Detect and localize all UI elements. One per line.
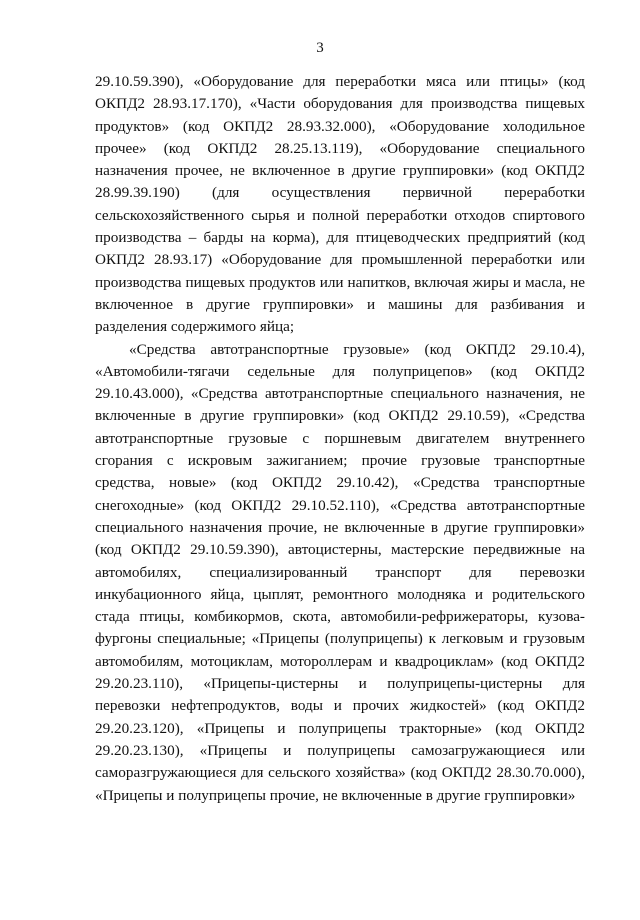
document-body [95,71,585,807]
paragraph-equipment-continuation: 29.10.59.390), «Оборудование для переработки мяса или птицы» (код ОКПД2 28.93.17.170), «Части оборудования для производства пищевых продуктов» (код ОКПД2 28.93.32.000), «Оборудование холодильное прочее» (код ОКПД2 28.25.13.119), «Оборудование специального назначения прочее, не включенное в другие группировки» (код ОКПД2 28.99.39.190) (для осуществления первичной переработки сельскохозяйственного сырья и полной переработки отходов спиртового производства – барды на корма), для птицеводческих предприятий (код ОКПД2 28.93.17) «Оборудование для промышленной переработки или производства пищевых продуктов или напитков, включая жиры и масла, не включенное в другие группировки» и машины для разбивания и разделения содержимого яйца; [95,73,585,336]
page-number: 3 [316,40,324,56]
paragraph-transport-means: «Средства автотранспортные грузовые» (код ОКПД2 29.10.4), «Автомобили-тягачи седельные для полуприцепов» (код ОКПД2 29.10.43.000), «Средства автотранспортные специального назначения, не включенные в другие группировки» (код ОКПД2 29.10.59), «Средства автотранспортные грузовые с поршневым двигателем внутреннего сгорания с искровым зажиганием; прочие грузовые транспортные средства, новые» (код ОКПД2 29.10.42), «Средства транспортные снегоходные» (код ОКПД2 29.10.52.110), «Средства автотранспортные специального назначения прочие, не включенные в другие группировки» (код ОКПД2 29.10.59.390), автоцистерны, мастерские передвижные на автомобилях, специализированный транспорт для перевозки инкубационного яйца, цыплят, ремонтного молодняка и родительского стада птицы, комбикормов, скота, автомобили-рефрижераторы, кузова-фургоны специальные; «Прицепы (полуприцепы) к легковым и грузовым автомобилям, мотоциклам, мотороллерам и квадроциклам» (код ОКПД2 29.20.23.110), «Прицепы-цистерны и полуприцепы-цистерны для перевозки нефтепродуктов, воды и прочих жидкостей» (код ОКПД2 29.20.23.120), «Прицепы и полуприцепы тракторные» (код ОКПД2 29.20.23.130), «Прицепы и полуприцепы самозагружающиеся или саморазгружающиеся для сельского хозяйства» (код ОКПД2 28.30.70.000), «Прицепы и полуприцепы прочие, не включенные в другие группировки» [95,340,585,804]
